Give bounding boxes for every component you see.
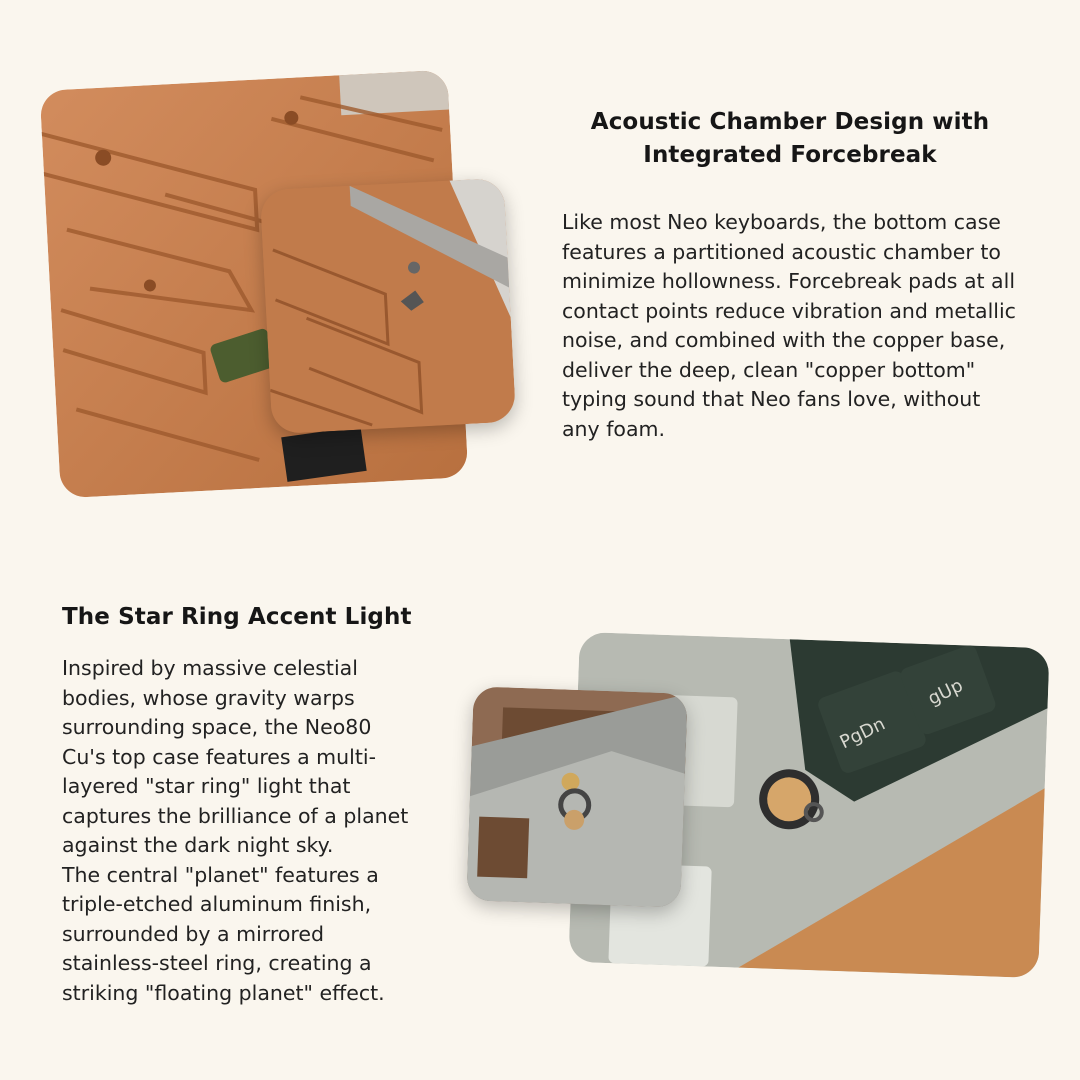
body-line: surrounding space, the Neo80 (62, 715, 372, 739)
body-line: Inspired by massive celestial (62, 656, 358, 680)
body-line: typing sound that Neo fans love, without (562, 387, 981, 411)
body-line: Like most Neo keyboards, the bottom case (562, 210, 1001, 234)
body-line: bodies, whose gravity warps (62, 685, 355, 710)
star-ring-detail-photo (466, 686, 687, 907)
pgup-keycap-label: gUp (924, 674, 967, 710)
forcebreak-detail-photo (260, 178, 516, 434)
body-line: surrounded by a mirrored (62, 921, 324, 946)
body-line: contact points reduce vibration and metallic (562, 298, 1016, 323)
pgdn-keycap-label: PgDn (836, 713, 889, 754)
body-line: deliver the deep, clean "copper bottom" (562, 357, 976, 382)
body-line: The central "planet" features a (62, 862, 379, 887)
body-line: against the dark night sky. (62, 833, 334, 857)
body-line: striking "floating planet" effect. (62, 980, 385, 1005)
body-line: minimize hollowness. Forcebreak pads at all (562, 269, 1016, 293)
body-line: triple-etched aluminum finish, (62, 892, 372, 916)
body-line: stainless-steel ring, creating a (62, 951, 372, 975)
body-line: captures the brilliance of a planet (62, 803, 409, 828)
body-line: Cu's top case features a multi- (62, 744, 376, 769)
section-title-star-ring: The Star Ring Accent Light (62, 604, 412, 630)
section-body-star-ring (62, 654, 422, 1008)
title-line: Acoustic Chamber Design with (590, 109, 990, 135)
body-line: features a partitioned acoustic chamber to (562, 239, 1001, 264)
section-body-acoustic-chamber (562, 208, 1032, 444)
body-line: noise, and combined with the copper base, (562, 328, 1006, 352)
title-line: Integrated Forcebreak (643, 142, 937, 168)
section-title-acoustic-chamber (560, 106, 1020, 172)
body-line: layered "star ring" light that (62, 774, 351, 798)
body-line: any foam. (562, 416, 666, 441)
